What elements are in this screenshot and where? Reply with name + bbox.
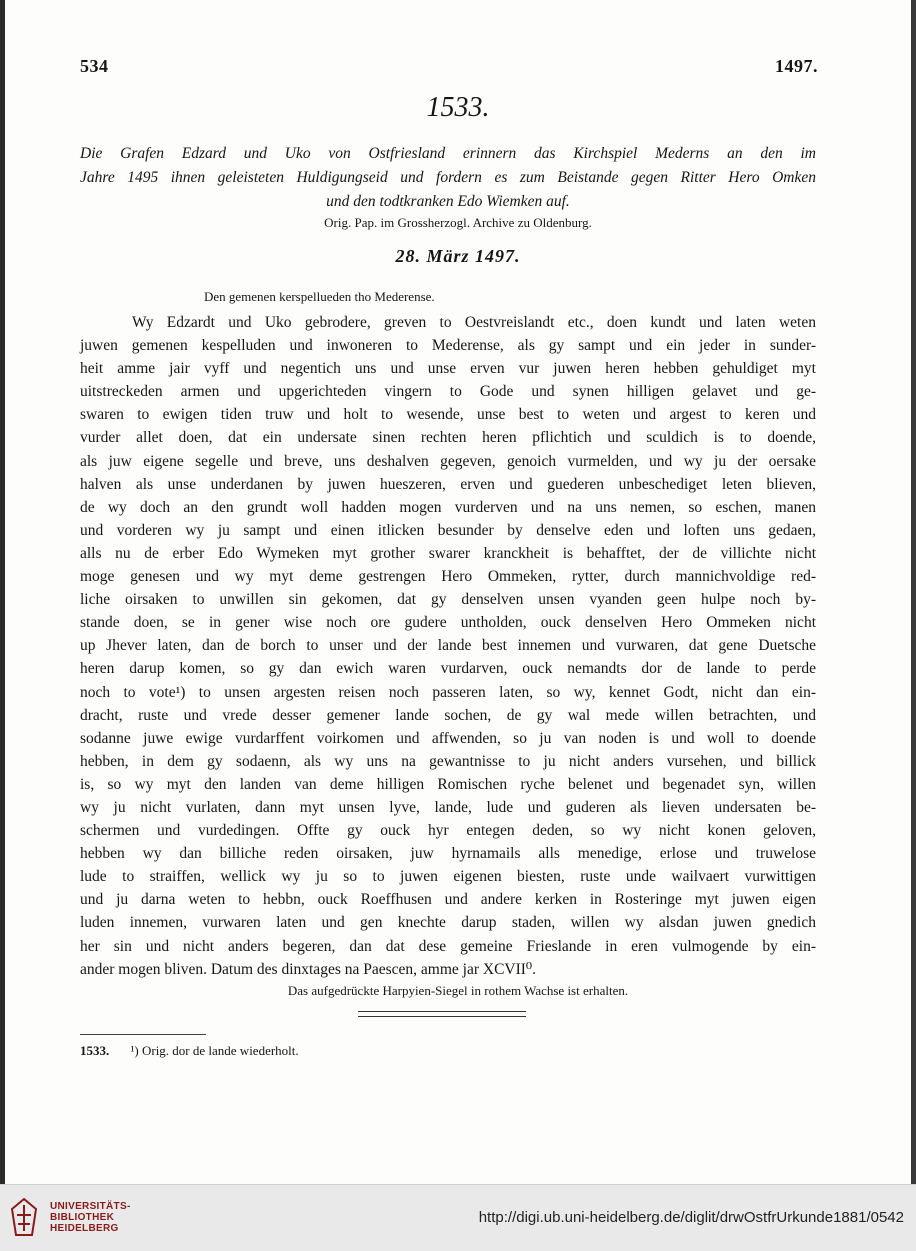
body-line: hebben, in dem gy sodaenn, als wy uns na gewantnisse to ju nicht anders vursehen, und billick xyxy=(80,752,816,770)
footnote-text: ¹) Orig. dor de lande wiederholt. xyxy=(130,1043,299,1058)
body-line: vurder allet doen, dat ein undersate sinen rechten heren pflichtich und sculdich is to doende, xyxy=(80,429,816,447)
body-line: moge genesen und wy myt deme gestrengen Hero Ommeken, rytter, durch mannichvoldige red- xyxy=(80,568,816,586)
scan-edge-right xyxy=(911,0,916,1184)
regest-summary xyxy=(80,142,816,214)
body-line: lude to straiffen, wellick wy ju so to juwen eigenen biesten, ruste unde wailvaert vurwittigen xyxy=(80,868,816,886)
scan-edge-left xyxy=(0,0,5,1184)
body-line: hebben wy dan billiche reden oirsaken, juw hyrnamails alls menedige, erlose und truwelose xyxy=(80,845,816,863)
body-line: is, so wy myt den landen van deme hilligen Romischen ryche belenet und begenadet syn, willen xyxy=(80,775,816,793)
body-line: wy ju nicht vurlaten, dann myt unsen lyve, lande, lude und guderen als lieven undersaten be- xyxy=(80,798,816,816)
footnote-rule xyxy=(80,1034,206,1035)
body-line: halven als unse underdanen by juwen hueszeren, erven und guederen unbeschediget leten blieven, xyxy=(80,475,816,493)
footnote-number: 1533. xyxy=(80,1043,110,1058)
running-year: 1497. xyxy=(775,56,818,76)
seal-note: Das aufgedrückte Harpyien-Siegel in rothem Wachse ist erhalten. xyxy=(287,983,629,998)
regest-line: Die Grafen Edzard und Uko von Ostfriesland erinnern das Kirchspiel Mederns an den im xyxy=(80,145,816,162)
body-line: alls nu de erber Edo Wymeken myt grother swarer kranckheit is behafftet, der de villichte nicht xyxy=(80,544,816,562)
library-name-line: HEIDELBERG xyxy=(50,1223,119,1234)
regest-line: und den todtkranken Edo Wiemken auf. xyxy=(326,193,570,210)
body-line: dracht, ruste und vrede desser gemener lande sochen, de gy wal mede willen betrachten, und xyxy=(80,706,816,724)
body-line: luden innemen, vurwaren laten und gen knechte darup staden, willen wy alsdan juwen gnedich xyxy=(80,914,816,932)
body-line: und vorderen wy ju sampt und einen itlicken besunder by denselve eden und loften uns gedaen, xyxy=(80,521,816,539)
library-name xyxy=(50,1201,131,1234)
body-line: schermen und vurdedingen. Offte gy ouck hyr entegen deden, so wy nicht konen geloven, xyxy=(80,822,816,840)
library-seal-icon xyxy=(10,1197,38,1237)
address-line: Den gemenen kerspellueden tho Mederense. xyxy=(204,289,435,304)
body-line: sodanne juwe ewige vurdarffent voirkomen und affwenden, so ju van noden is und woll to doende xyxy=(80,729,816,747)
body-line: Wy Edzardt und Uko gebrodere, greven to Oestvreislandt etc., doen kundt und laten weten xyxy=(132,314,816,331)
body-line: her sin und nicht anders begeren, dan dat dese gemeine Frieslande in eren vulmogende by ein- xyxy=(80,937,816,955)
body-line: swaren to ewigen tiden truw und holt to wesende, unse best to weten und argest to keren und xyxy=(80,406,816,424)
viewer-footer xyxy=(0,1184,916,1251)
body-line: uitstreckeden armen und upgerichteden vingern to Gode und synen hilligen gelavet und ge- xyxy=(80,383,816,401)
body-line: noch to vote¹) to unsen argesten reisen noch passeren laten, so wy, kennet Godt, nicht dan ein- xyxy=(80,683,816,701)
library-name-line: BIBLIOTHEK xyxy=(50,1212,115,1223)
body-line: und ju darna weten to hebbn, ouck Roeffhusen und andere kerken in Rosteringe myt juwen eigen xyxy=(80,891,816,909)
document-date: 28. März 1497. xyxy=(395,246,521,266)
permalink-url[interactable]: http://digi.ub.uni-heidelberg.de/diglit/drwOstfrUrkunde1881/0542 xyxy=(478,1209,904,1226)
source-note: Orig. Pap. im Grossherzogl. Archive zu Oldenburg. xyxy=(324,215,592,230)
body-line: ander mogen bliven. Datum des dinxtages na Paescen, amme jar XCVII⁰. xyxy=(80,960,537,978)
body-line: liche oirsaken to unwillen sin gekomen, dat gy denselven unsen vyanden geen hulpe noch by- xyxy=(80,591,816,609)
regest-line: Jahre 1495 ihnen geleisteten Huldigungseid und fordern es zum Beistande gegen Ritter Hero Omken xyxy=(80,169,816,186)
body-line: juwen gemenen kespelluden und inwoneren to Mederense, als gy sampt und ein jeder in sunder- xyxy=(80,337,816,355)
footnote xyxy=(80,1043,299,1059)
section-separator xyxy=(358,1011,526,1017)
library-name-line: UNIVERSITÄTS- xyxy=(50,1201,131,1212)
page-number: 534 xyxy=(80,56,109,76)
document-number: 1533. xyxy=(426,92,490,123)
body-line: heit amme jair vyff und negentich uns und unse erven vur juwen heren hebben gehuldiget myt xyxy=(80,360,816,378)
document-body xyxy=(80,311,816,981)
body-line: als juw eigene segelle und breve, uns deshalven gegeven, genoich vurmelden, und wy ju der oersake xyxy=(80,452,816,470)
body-line: up Jhever laten, dan de borch to unser und der lande best innemen und vurwaren, dat gene Duetsche xyxy=(80,637,816,655)
body-line: de wy doch an den grundt woll hadden mogen vurderven und na uns nemen, so eschen, manen xyxy=(80,498,816,516)
body-line: heren darup komen, so gy dan ewich waren vurdarven, ouck nemandts dor de lande to perde xyxy=(80,660,816,678)
body-line: stande doen, se in gener wise noch ore gudere untholden, ouck denselven Hero Ommeken nicht xyxy=(80,614,816,632)
